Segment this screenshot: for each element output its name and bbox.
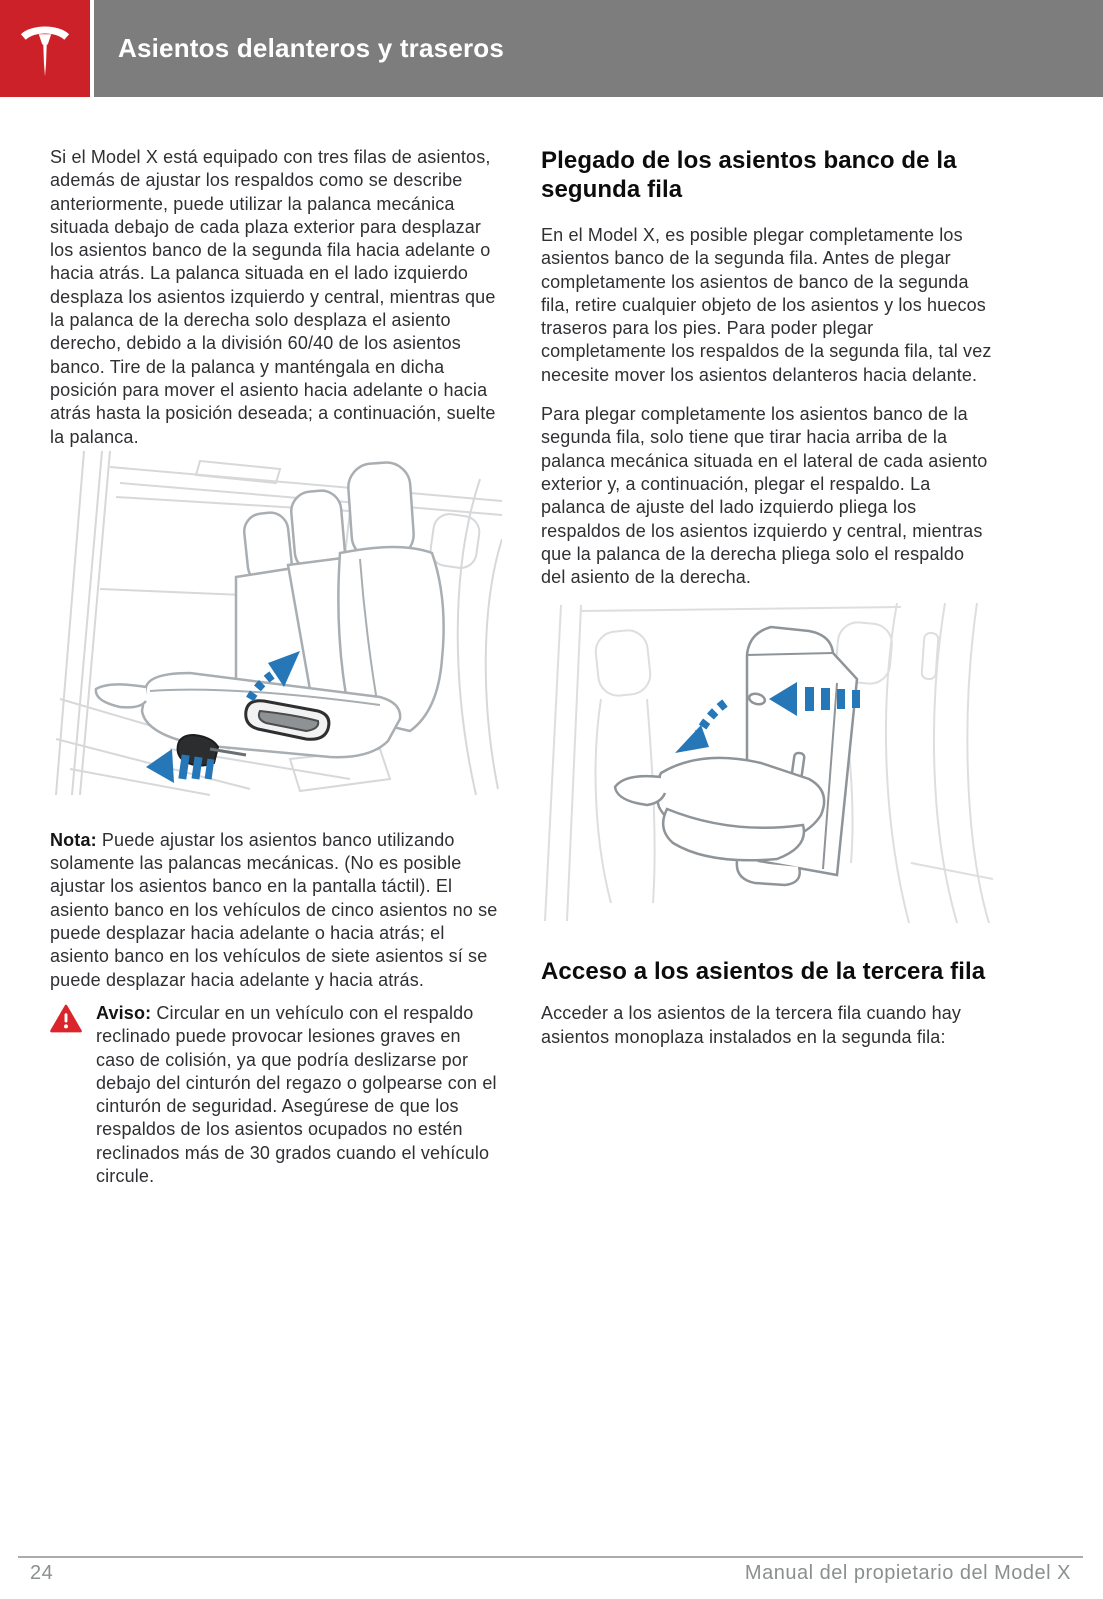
page-title: Asientos delanteros y traseros: [118, 33, 505, 63]
plegado-paragraph-2: Para plegar completamente los asientos banco de la segunda fila, solo tiene que tirar hacia arriba de la palanca mecánica situada en el lateral de cada asiento exterior y, a continuación, plegar el respaldo. La palanca de ajuste del lado izquierdo pliega los respaldos de los asientos izquierdo y central, mientras que la palanca de la derecha pliega solo el respaldo del asiento de la derecha.: [541, 404, 988, 588]
folded-seat-figure: [541, 603, 993, 923]
tesla-logo-box: [0, 0, 90, 97]
folded-seat-illustration: [541, 603, 993, 923]
right-column: [541, 146, 993, 1049]
fold-direction-arrow-left: [675, 703, 725, 753]
footer-page-number: 24: [30, 1562, 54, 1584]
left-column: [50, 146, 502, 1188]
nota-label: Nota:: [50, 829, 97, 850]
nota-paragraph: [50, 829, 502, 992]
bench-seat-figure: [50, 449, 502, 797]
nota-text: Puede ajustar los asientos banco utilizando solamente las palancas mecánicas. (No es posible ajustar los asientos banco en la pantalla táctil). El asiento banco en los vehículos de cinco asientos no se puede desplazar hacia adelante o hacia atrás; el asiento banco en los vehículos de siete asientos sí se puede desplazar hacia adelante y hacia atrás.: [50, 829, 498, 990]
intro-paragraph: Si el Model X está equipado con tres filas de asientos, además de ajustar los respaldos como se describe anteriormente, puede utilizar la palanca mecánica situada debajo de cada plaza exterior para desplazar los asientos banco de la segunda fila hacia adelante o hacia atrás. La palanca situada en el lado izquierdo desplaza los asientos izquierdo y central, mientras que la palanca de la derecha solo desplaza el asiento derecho, debido a la división 60/40 de los asientos banco. Tire de la palanca y manténgala en dicha posición para mover el asiento hacia adelante o hacia atrás hasta la posición deseada; a continuación, suelte la palanca.: [50, 147, 496, 447]
section-heading-plegado: Plegado de los asientos banco de la segunda fila: [541, 147, 957, 203]
tesla-logo-icon: [14, 14, 76, 84]
aviso-label: Aviso:: [96, 1002, 152, 1023]
plegado-paragraph-1: En el Model X, es posible plegar completamente los asientos banco de la segunda fila. Antes de plegar completamente los asientos de banco de la segunda fila, retire cualquier objeto de los asientos y los huecos traseros para los pies. Para poder plegar completamente los respaldos de la segunda fila, tal vez necesite mover los asientos delanteros hacia delante.: [541, 225, 992, 385]
second-row-bench-seat-illustration: [50, 449, 502, 797]
footer-manual-title: Manual del propietario del Model X: [744, 1562, 1071, 1584]
aviso-block: [50, 1002, 502, 1188]
section-heading-acceso: Acceso a los asientos de la tercera fila: [541, 958, 986, 986]
aviso-paragraph: [96, 1002, 502, 1188]
header-bar: [94, 0, 1103, 97]
aviso-text: Circular en un vehículo con el respaldo reclinado puede provocar lesiones graves en caso de colisión, ya que podría deslizarse por debajo del cinturón del regazo o golpearse con el cinturón de seguridad. Asegúrese de que los respaldos de los asientos ocupados no estén reclinados más de 30 grados cuando el vehículo circule.: [96, 1002, 497, 1187]
warning-triangle-icon: [50, 1002, 82, 1188]
acceso-paragraph: Acceder a los asientos de la tercera fila cuando hay asientos monoplaza instalados en la segunda fila:: [541, 1003, 962, 1047]
footer-divider: [18, 1556, 1083, 1558]
